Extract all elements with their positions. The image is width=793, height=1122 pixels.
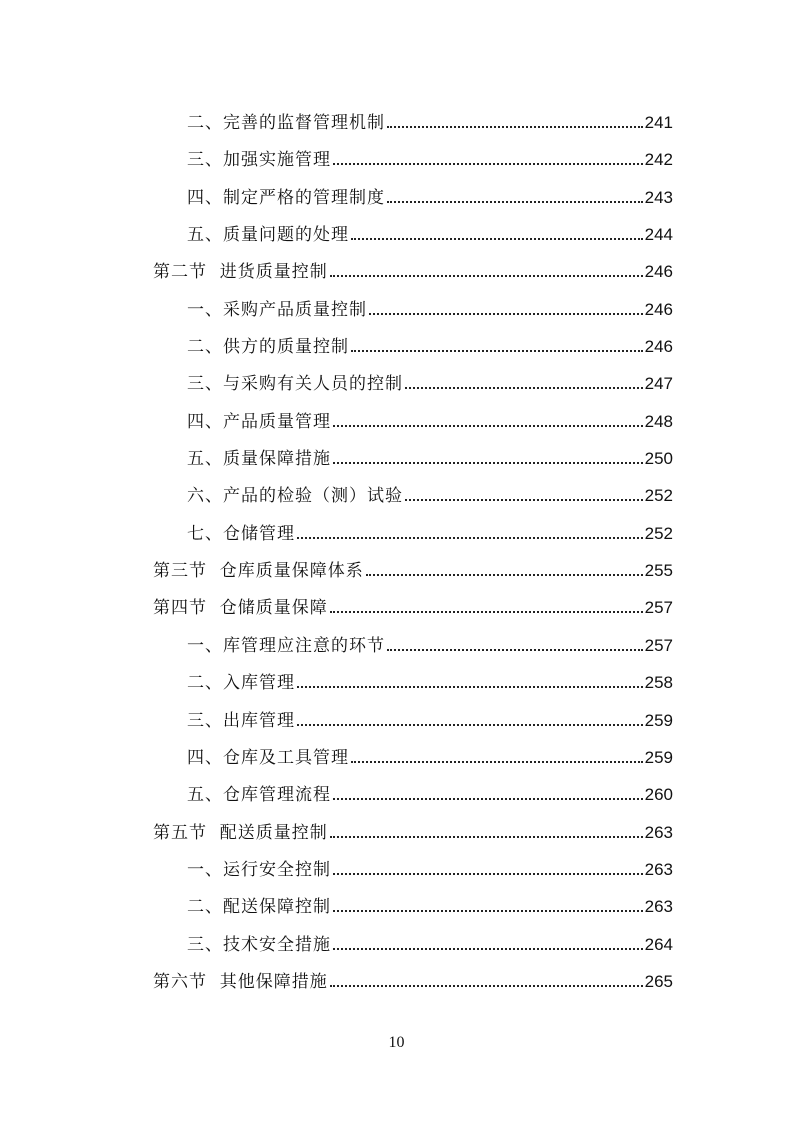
toc-entry-title: 三、技术安全措施 — [187, 934, 331, 955]
toc-entry-title: 一、运行安全控制 — [187, 859, 331, 880]
toc-entry[interactable] — [153, 257, 673, 282]
toc-item-row[interactable] — [0, 99, 793, 136]
toc-entry-page-number: 250 — [644, 449, 673, 469]
toc-entry[interactable] — [153, 967, 673, 992]
toc-item-row[interactable] — [0, 697, 793, 734]
toc-section-row[interactable] — [0, 809, 793, 846]
toc-entry[interactable] — [187, 855, 673, 880]
toc-entry-title: 二、完善的监督管理机制 — [187, 113, 385, 133]
toc-item-row[interactable] — [0, 771, 793, 808]
toc-item-row[interactable] — [0, 286, 793, 323]
toc-item-row[interactable] — [0, 472, 793, 509]
toc-entry[interactable] — [187, 145, 673, 170]
toc-entry-page-number: 246 — [644, 262, 673, 282]
dot-leader — [405, 498, 643, 501]
dot-leader — [333, 424, 643, 427]
toc-entry-page-number: 259 — [644, 747, 673, 767]
toc-item-row[interactable] — [0, 883, 793, 920]
toc-section-row[interactable] — [0, 248, 793, 285]
toc-entry[interactable] — [187, 631, 673, 656]
toc-entry-title: 第二节 进货质量控制 — [153, 262, 328, 283]
toc-entry[interactable] — [187, 183, 673, 208]
dot-leader — [330, 835, 643, 838]
toc-entry-title: 四、产品质量管理 — [187, 411, 331, 432]
toc-entry-title: 二、配送保障控制 — [187, 897, 331, 918]
dot-leader — [369, 312, 643, 315]
toc-entry-page-number: 257 — [644, 598, 673, 618]
toc-item-row[interactable] — [0, 174, 793, 211]
dot-leader — [297, 723, 643, 726]
dot-leader — [297, 685, 643, 688]
toc-entry-title: 三、出库管理 — [187, 710, 295, 731]
toc-entry-page-number: 265 — [644, 971, 673, 991]
dot-leader — [351, 349, 643, 352]
dot-leader — [333, 461, 643, 464]
toc-item-row[interactable] — [0, 211, 793, 248]
toc-entry[interactable] — [187, 108, 673, 133]
toc-item-row[interactable] — [0, 921, 793, 958]
dot-leader — [330, 274, 643, 277]
dot-leader — [387, 648, 643, 651]
toc-entry-title: 一、采购产品质量控制 — [187, 299, 367, 320]
toc-entry[interactable] — [187, 369, 673, 394]
toc-entry-page-number: 242 — [644, 150, 673, 170]
toc-entry-page-number: 264 — [644, 934, 673, 954]
toc-entry-page-number: 263 — [644, 822, 673, 842]
toc-entry-page-number: 259 — [644, 710, 673, 730]
toc-entry-page-number: 248 — [644, 411, 673, 431]
toc-item-row[interactable] — [0, 360, 793, 397]
dot-leader — [387, 125, 643, 128]
dot-leader — [333, 162, 643, 165]
toc-entry-page-number: 243 — [644, 187, 673, 207]
toc-entry[interactable] — [187, 519, 673, 544]
toc-entry-page-number: 241 — [644, 113, 673, 132]
toc-entry-title: 六、产品的检验（测）试验 — [187, 486, 403, 507]
toc-entry-page-number: 258 — [644, 673, 673, 693]
toc-entry[interactable] — [153, 818, 673, 843]
toc-section-row[interactable] — [0, 584, 793, 621]
toc-item-row[interactable] — [0, 510, 793, 547]
dot-leader — [351, 760, 643, 763]
toc-entry[interactable] — [187, 444, 673, 469]
toc-entry[interactable] — [187, 481, 673, 506]
toc-item-row[interactable] — [0, 846, 793, 883]
dot-leader — [366, 573, 643, 576]
dot-leader — [333, 909, 643, 912]
toc-item-row[interactable] — [0, 435, 793, 472]
dot-leader — [330, 610, 643, 613]
toc-entry[interactable] — [187, 220, 673, 245]
toc-entry-title: 五、仓库管理流程 — [187, 785, 331, 806]
toc-entry[interactable] — [153, 556, 673, 581]
toc-entry[interactable] — [187, 332, 673, 357]
toc-item-row[interactable] — [0, 136, 793, 173]
page-number: 10 — [388, 1034, 405, 1051]
toc-entry[interactable] — [187, 743, 673, 768]
toc-entry-title: 五、质量问题的处理 — [187, 225, 349, 246]
toc-entry[interactable] — [187, 706, 673, 731]
toc-entry-page-number: 252 — [644, 486, 673, 506]
dot-leader — [333, 797, 643, 800]
toc-entry-title: 三、与采购有关人员的控制 — [187, 374, 403, 395]
dot-leader — [297, 536, 643, 539]
toc-entry-title: 二、入库管理 — [187, 673, 295, 694]
toc-entry-page-number: 246 — [644, 299, 673, 319]
toc-entry[interactable] — [187, 780, 673, 805]
toc-entry[interactable] — [153, 593, 673, 618]
toc-entry-title: 三、加强实施管理 — [187, 150, 331, 171]
dot-leader — [333, 947, 643, 950]
toc-entry-title: 第五节 配送质量控制 — [153, 822, 328, 843]
toc-item-row[interactable] — [0, 622, 793, 659]
toc-section-row[interactable] — [0, 547, 793, 584]
toc-entry-title: 第六节 其他保障措施 — [153, 971, 328, 992]
toc-entry-title: 四、仓库及工具管理 — [187, 747, 349, 768]
toc-entry-page-number: 260 — [644, 785, 673, 805]
toc-entry-page-number: 255 — [644, 561, 673, 581]
toc-entry-page-number: 252 — [644, 523, 673, 543]
toc-entry[interactable] — [187, 930, 673, 955]
toc-entry-title: 第四节 仓储质量保障 — [153, 598, 328, 619]
toc-entry-page-number: 263 — [644, 859, 673, 879]
table-of-contents — [0, 99, 793, 995]
dot-leader — [330, 984, 643, 987]
dot-leader — [333, 872, 643, 875]
toc-entry-page-number: 244 — [644, 225, 673, 245]
toc-item-row[interactable] — [0, 398, 793, 435]
toc-entry[interactable] — [187, 668, 673, 693]
toc-section-row[interactable] — [0, 958, 793, 995]
toc-entry-title: 二、供方的质量控制 — [187, 337, 349, 358]
toc-item-row[interactable] — [0, 734, 793, 771]
toc-entry-title: 一、库管理应注意的环节 — [187, 635, 385, 656]
toc-item-row[interactable] — [0, 659, 793, 696]
dot-leader — [387, 200, 643, 203]
toc-entry-title: 七、仓储管理 — [187, 523, 295, 544]
toc-entry-title: 五、质量保障措施 — [187, 449, 331, 470]
dot-leader — [405, 386, 643, 389]
toc-entry-page-number: 257 — [644, 635, 673, 655]
toc-entry-title: 第三节 仓库质量保障体系 — [153, 561, 364, 582]
toc-entry[interactable] — [187, 892, 673, 917]
dot-leader — [351, 237, 643, 240]
toc-entry-page-number: 263 — [644, 897, 673, 917]
toc-entry-title: 四、制定严格的管理制度 — [187, 187, 385, 208]
toc-entry[interactable] — [187, 407, 673, 432]
toc-entry[interactable] — [187, 295, 673, 320]
toc-entry-page-number: 246 — [644, 337, 673, 357]
toc-item-row[interactable] — [0, 323, 793, 360]
toc-entry-page-number: 247 — [644, 374, 673, 394]
